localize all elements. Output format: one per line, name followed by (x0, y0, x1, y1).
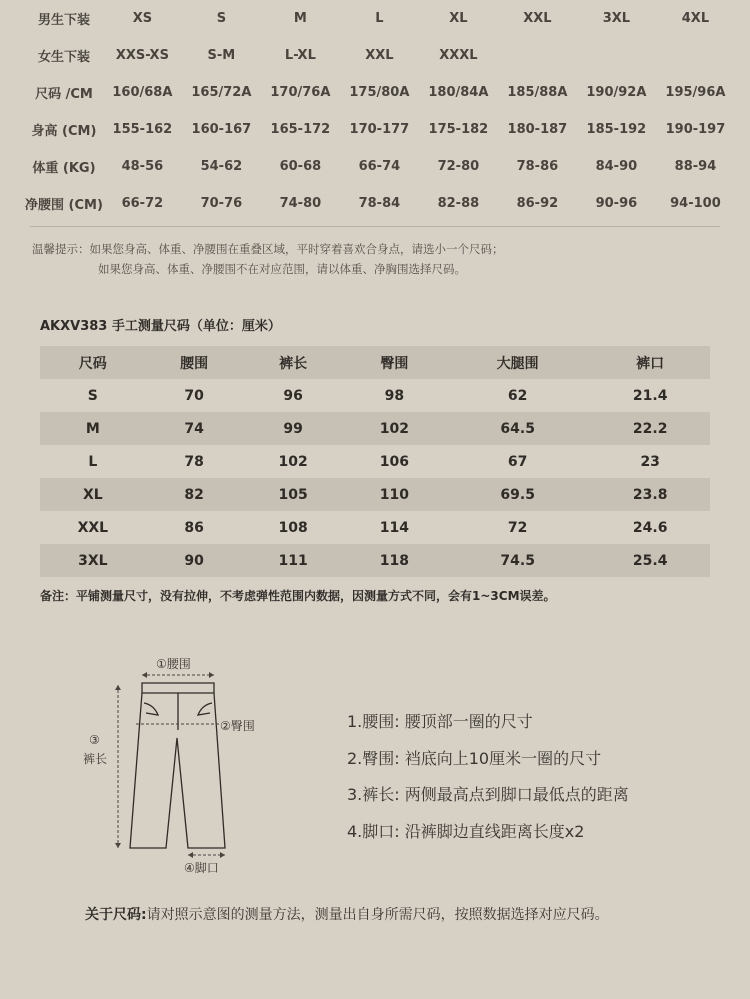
measurement-cell: 108 (278, 519, 308, 536)
measurement-cell: 102 (344, 412, 445, 445)
tip-line-2: 如果您身高、体重、净腰围不在对应范围，请以体重、净胸围选择尺码。 (98, 262, 466, 276)
measurement-cell: 72 (507, 519, 528, 536)
measurement-cell: 82 (146, 478, 243, 511)
measurement-header-cell: 大腿围 (445, 346, 590, 379)
measurement-cell: 67 (507, 453, 528, 470)
measurement-cell: 3XL (40, 544, 146, 577)
size-chart-cell: 72-80 (437, 159, 480, 174)
measurement-cell: L (88, 453, 98, 470)
size-chart-row (25, 74, 735, 111)
measurement-row (40, 379, 710, 412)
size-chart-cell: XL (449, 11, 468, 26)
size-tips (32, 239, 504, 279)
measurement-title: AKXV383 手工测量尺码（单位：厘米） (40, 319, 281, 334)
measurement-cell: 98 (384, 387, 405, 404)
measurement-cell: 99 (243, 412, 344, 445)
size-chart-cell: M (293, 11, 307, 26)
measurement-cell: 21.4 (632, 387, 668, 404)
size-chart-cell: L (375, 11, 384, 26)
measurement-cell: S (87, 387, 98, 404)
measurement-header-cell: 腰围 (146, 346, 243, 379)
measurement-header-cell: 裤口 (590, 346, 710, 379)
measurement-cell: 106 (379, 453, 409, 470)
measurement-cell: 110 (344, 478, 445, 511)
measurement-header-cell: 裤长 (243, 346, 344, 379)
size-chart-cell: 190-197 (665, 122, 726, 137)
measurement-cell: 86 (184, 519, 204, 536)
size-chart-cell: 84-90 (595, 159, 638, 174)
size-chart-cell: L-XL (284, 48, 316, 63)
size-chart-row (25, 185, 735, 222)
size-chart-cell: 160/68A (112, 85, 173, 100)
measurement-cell: 64.5 (445, 412, 590, 445)
size-chart-cell: 60-68 (279, 159, 322, 174)
length-num-label: ③ (89, 733, 100, 747)
measurement-cell: 22.2 (590, 412, 710, 445)
measurement-cell: 74 (146, 412, 243, 445)
length-label: 裤长 (83, 752, 108, 766)
measurement-row (40, 478, 710, 511)
about-size-text: 请对照示意图的测量方法，测量出自身所需尺码，按照数据选择对应尺码。 (146, 907, 609, 923)
measurement-cell: 102 (278, 453, 308, 470)
measurement-row (40, 511, 710, 544)
measurement-cell: 23 (640, 453, 660, 470)
measurement-definitions (347, 707, 629, 853)
size-chart-row (25, 37, 735, 74)
measurement-cell: 111 (243, 544, 344, 577)
size-chart-row-label: 女生下装 (37, 50, 90, 65)
size-chart-cell: 78-84 (358, 196, 401, 211)
measurement-cell: 74.5 (445, 544, 590, 577)
size-chart-cell: XXS-XS (115, 48, 169, 63)
size-chart-cell: 90-96 (595, 196, 638, 211)
size-chart-cell: 66-74 (358, 159, 401, 174)
size-chart-cell: XXXL (439, 48, 478, 63)
measurement-row (40, 544, 710, 577)
size-chart-table (25, 0, 735, 222)
measurement-cell: XXL (77, 519, 109, 536)
size-chart-cell: 190/92A (586, 85, 647, 100)
size-chart-row (25, 111, 735, 148)
size-chart-cell: 165-172 (270, 122, 331, 137)
measurement-cell: 23.8 (590, 478, 710, 511)
size-chart-cell: 82-88 (437, 196, 480, 211)
size-chart-cell: 3XL (602, 11, 631, 26)
size-chart-row-label: 男生下装 (37, 13, 90, 28)
size-chart-cell: 175/80A (349, 85, 410, 100)
size-chart-cell: XXL (523, 11, 552, 26)
about-size (85, 901, 685, 930)
measurement-row (40, 445, 710, 478)
size-chart-cell: 180/84A (428, 85, 489, 100)
size-chart-cell: XXL (365, 48, 394, 63)
measurement-header-cell: 臀围 (344, 346, 445, 379)
measurement-cell: XL (40, 478, 146, 511)
pants-diagram (70, 645, 290, 885)
measurement-row (40, 412, 710, 445)
size-chart-cell: 170/76A (270, 85, 331, 100)
measurement-cell: M (40, 412, 146, 445)
measurement-cell: 105 (243, 478, 344, 511)
size-chart-cell: 165/72A (191, 85, 252, 100)
size-chart-cell: 88-94 (674, 159, 717, 174)
size-chart-cell: 74-80 (279, 196, 322, 211)
definition-item: 1.腰围: 腰顶部一圈的尺寸 (347, 712, 533, 731)
measurement-cell: 25.4 (590, 544, 710, 577)
size-chart-cell: 185/88A (507, 85, 568, 100)
size-chart-row-label: 净腰围 (CM) (25, 198, 103, 213)
size-chart-row (25, 148, 735, 185)
size-chart-cell: XS (132, 11, 153, 26)
measurement-table (40, 346, 710, 577)
size-chart-cell: 4XL (681, 11, 710, 26)
measurement-cell: 96 (283, 387, 303, 404)
waist-label: ①腰围 (156, 657, 191, 671)
definition-item: 2.臀围: 裆底向上10厘米一圈的尺寸 (347, 748, 602, 768)
size-chart-cell (656, 37, 735, 74)
measurement-cell: 70 (184, 387, 204, 404)
size-chart-cell: 185-192 (586, 122, 647, 137)
size-chart-cell (498, 37, 577, 74)
size-chart-row-label: 体重 (KG) (32, 161, 96, 176)
measurement-cell: 118 (344, 544, 445, 577)
size-chart-cell: 170-177 (349, 122, 410, 137)
measurement-cell: 62 (507, 387, 528, 404)
size-chart-cell: 175-182 (428, 122, 489, 137)
size-chart-cell: S (216, 11, 227, 26)
size-chart-cell: 94-100 (670, 196, 721, 211)
size-chart-cell: S-M (207, 48, 236, 63)
measurement-cell: 114 (379, 519, 409, 536)
size-chart-cell: 180-187 (507, 122, 568, 137)
definition-item: 4.脚口: 沿裤脚边直线距离长度x2 (347, 821, 585, 841)
size-chart-row-label: 身高 (CM) (31, 124, 97, 139)
tip-line-1: 温馨提示：如果您身高、体重、净腰围在重叠区域，平时穿着喜欢合身点，请选小一个尺码； (32, 242, 504, 256)
definition-item: 3.裤长: 两侧最高点到脚口最低点的距离 (347, 785, 629, 804)
measurement-cell: 90 (146, 544, 243, 577)
measurement-cell: 78 (184, 453, 204, 470)
size-chart-cell: 66-72 (121, 196, 164, 211)
size-chart-cell: 195/96A (665, 85, 726, 100)
size-chart-cell (577, 37, 656, 74)
size-chart-cell: 160-167 (191, 122, 252, 137)
measurement-header-cell: 尺码 (40, 346, 146, 379)
size-chart-row-label: 尺码 /CM (35, 87, 93, 102)
size-chart-cell: 70-76 (200, 196, 243, 211)
size-chart-cell: 86-92 (516, 196, 559, 211)
size-chart-cell: 78-86 (516, 159, 559, 174)
size-chart-cell: 155-162 (112, 122, 173, 137)
about-size-label: 关于尺码: (85, 907, 147, 923)
size-chart-cell: 54-62 (200, 159, 243, 174)
size-chart-row (25, 0, 735, 37)
size-chart-cell: 48-56 (121, 159, 164, 174)
measurement-header-row (40, 346, 710, 379)
divider (30, 226, 720, 227)
hem-label: ④脚口 (184, 861, 219, 875)
measurement-cell: 24.6 (632, 519, 668, 536)
measurement-cell: 69.5 (445, 478, 590, 511)
measurement-note: 备注：平铺测量尺寸，没有拉伸，不考虑弹性范围内数据，因测量方式不同，会有1~3CM误差。 (40, 589, 556, 603)
hip-label: ②臀围 (220, 719, 255, 733)
